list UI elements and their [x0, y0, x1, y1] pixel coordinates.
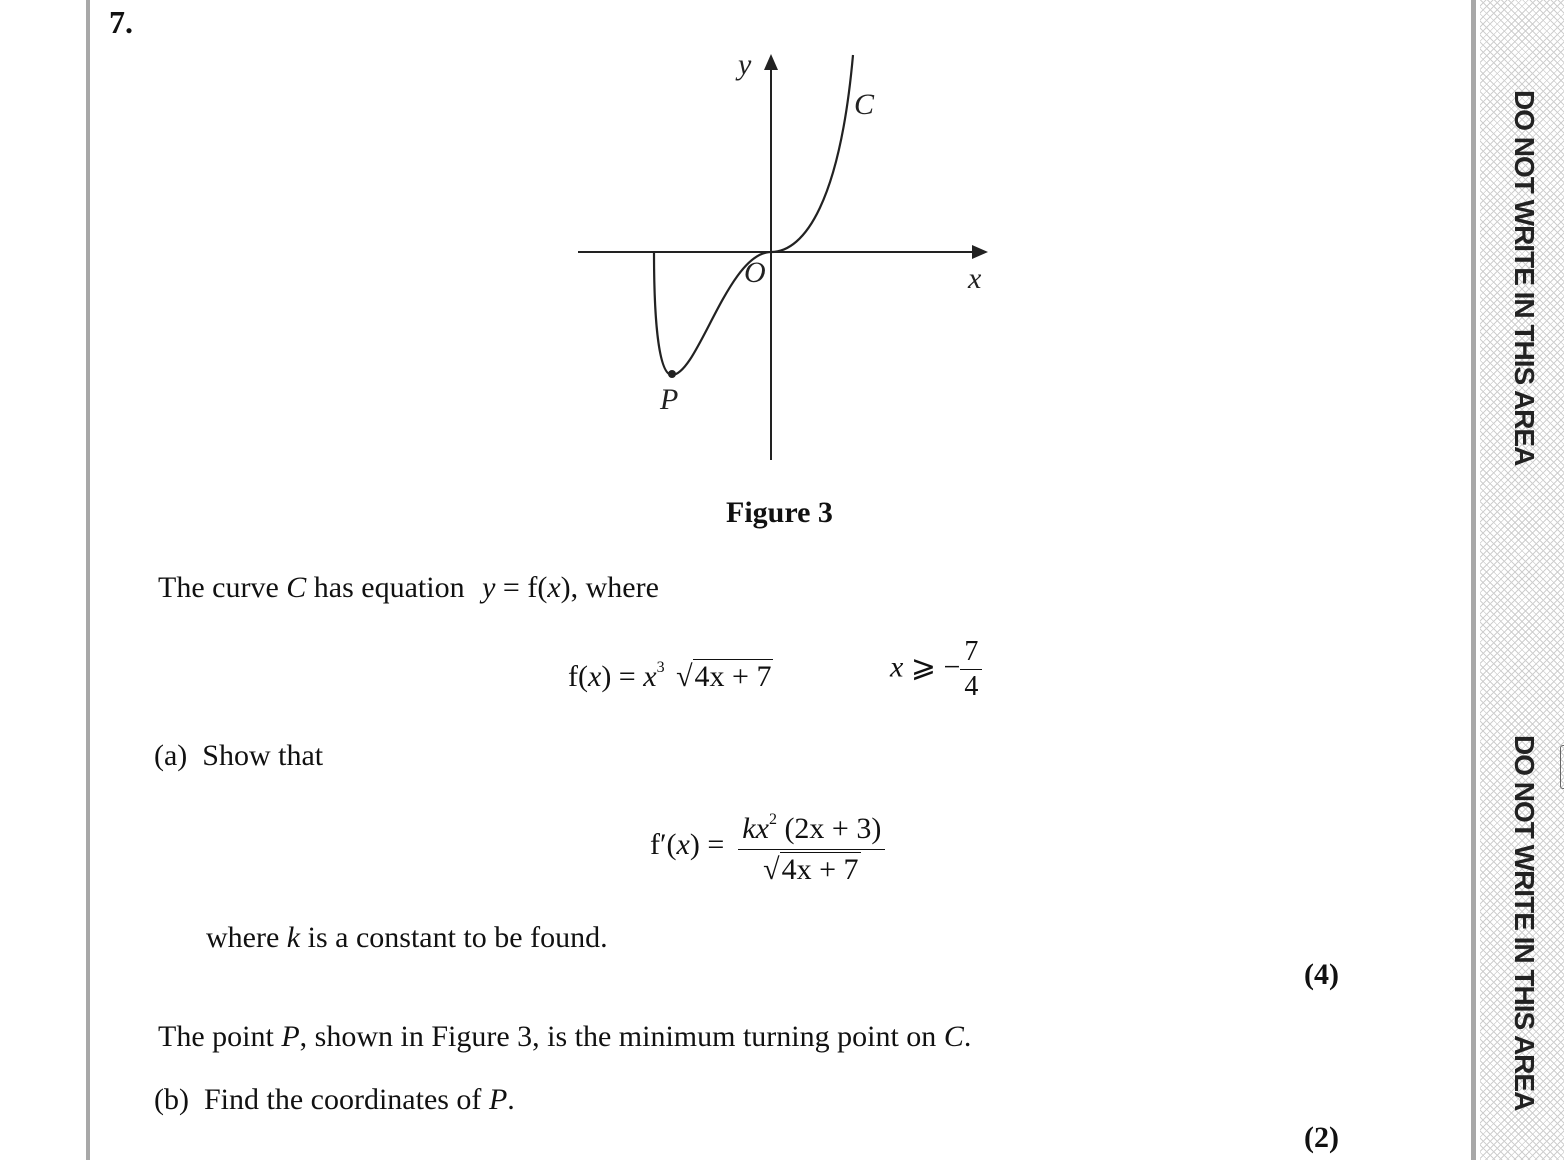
point-p-label: P — [660, 383, 679, 416]
origin-label: O — [744, 256, 766, 289]
x-axis-arrow — [972, 245, 988, 259]
y-axis-label: y — [738, 48, 752, 81]
part-b-marks: (2) — [1304, 1121, 1339, 1154]
y-axis-arrow — [764, 54, 778, 70]
point-p-dot — [668, 370, 676, 378]
part-b-prompt: (b) Find the coordinates of P. — [154, 1083, 515, 1116]
curve-label: C — [854, 88, 875, 121]
curve-c — [654, 55, 853, 375]
part-a-marks: (4) — [1304, 958, 1339, 991]
margin-notice-lower: DO NOT WRITE IN THIS AREA — [1509, 735, 1540, 1111]
page-edge-tab — [1560, 745, 1564, 789]
figure-3-graph — [560, 40, 1020, 470]
left-margin-rule — [86, 0, 90, 1160]
x-axis-label: x — [968, 262, 982, 295]
question-stem: The curve C has equation y = f(x), where — [158, 571, 659, 604]
function-definition: $f(x) = x^3$ √4x + 7 — [568, 659, 772, 693]
right-margin-rule — [1471, 0, 1476, 1160]
part-b-intro: The point P, shown in Figure 3, is the minimum turning point on C. — [158, 1020, 972, 1053]
domain-condition: x ⩾ − $\frac{7}{4}$ — [890, 635, 982, 704]
question-number: 7. — [109, 4, 133, 40]
part-a-prompt: (a) Show that — [154, 739, 324, 772]
part-a-constant-note: where k is a constant to be found. — [206, 921, 608, 954]
derivative-expression: f′( x ) = $\frac{kx^2 (2x + 3)}{√4x + 7}$ — [650, 800, 885, 890]
margin-notice-upper: DO NOT WRITE IN THIS AREA — [1509, 90, 1540, 466]
figure-caption: Figure 3 — [726, 496, 833, 529]
